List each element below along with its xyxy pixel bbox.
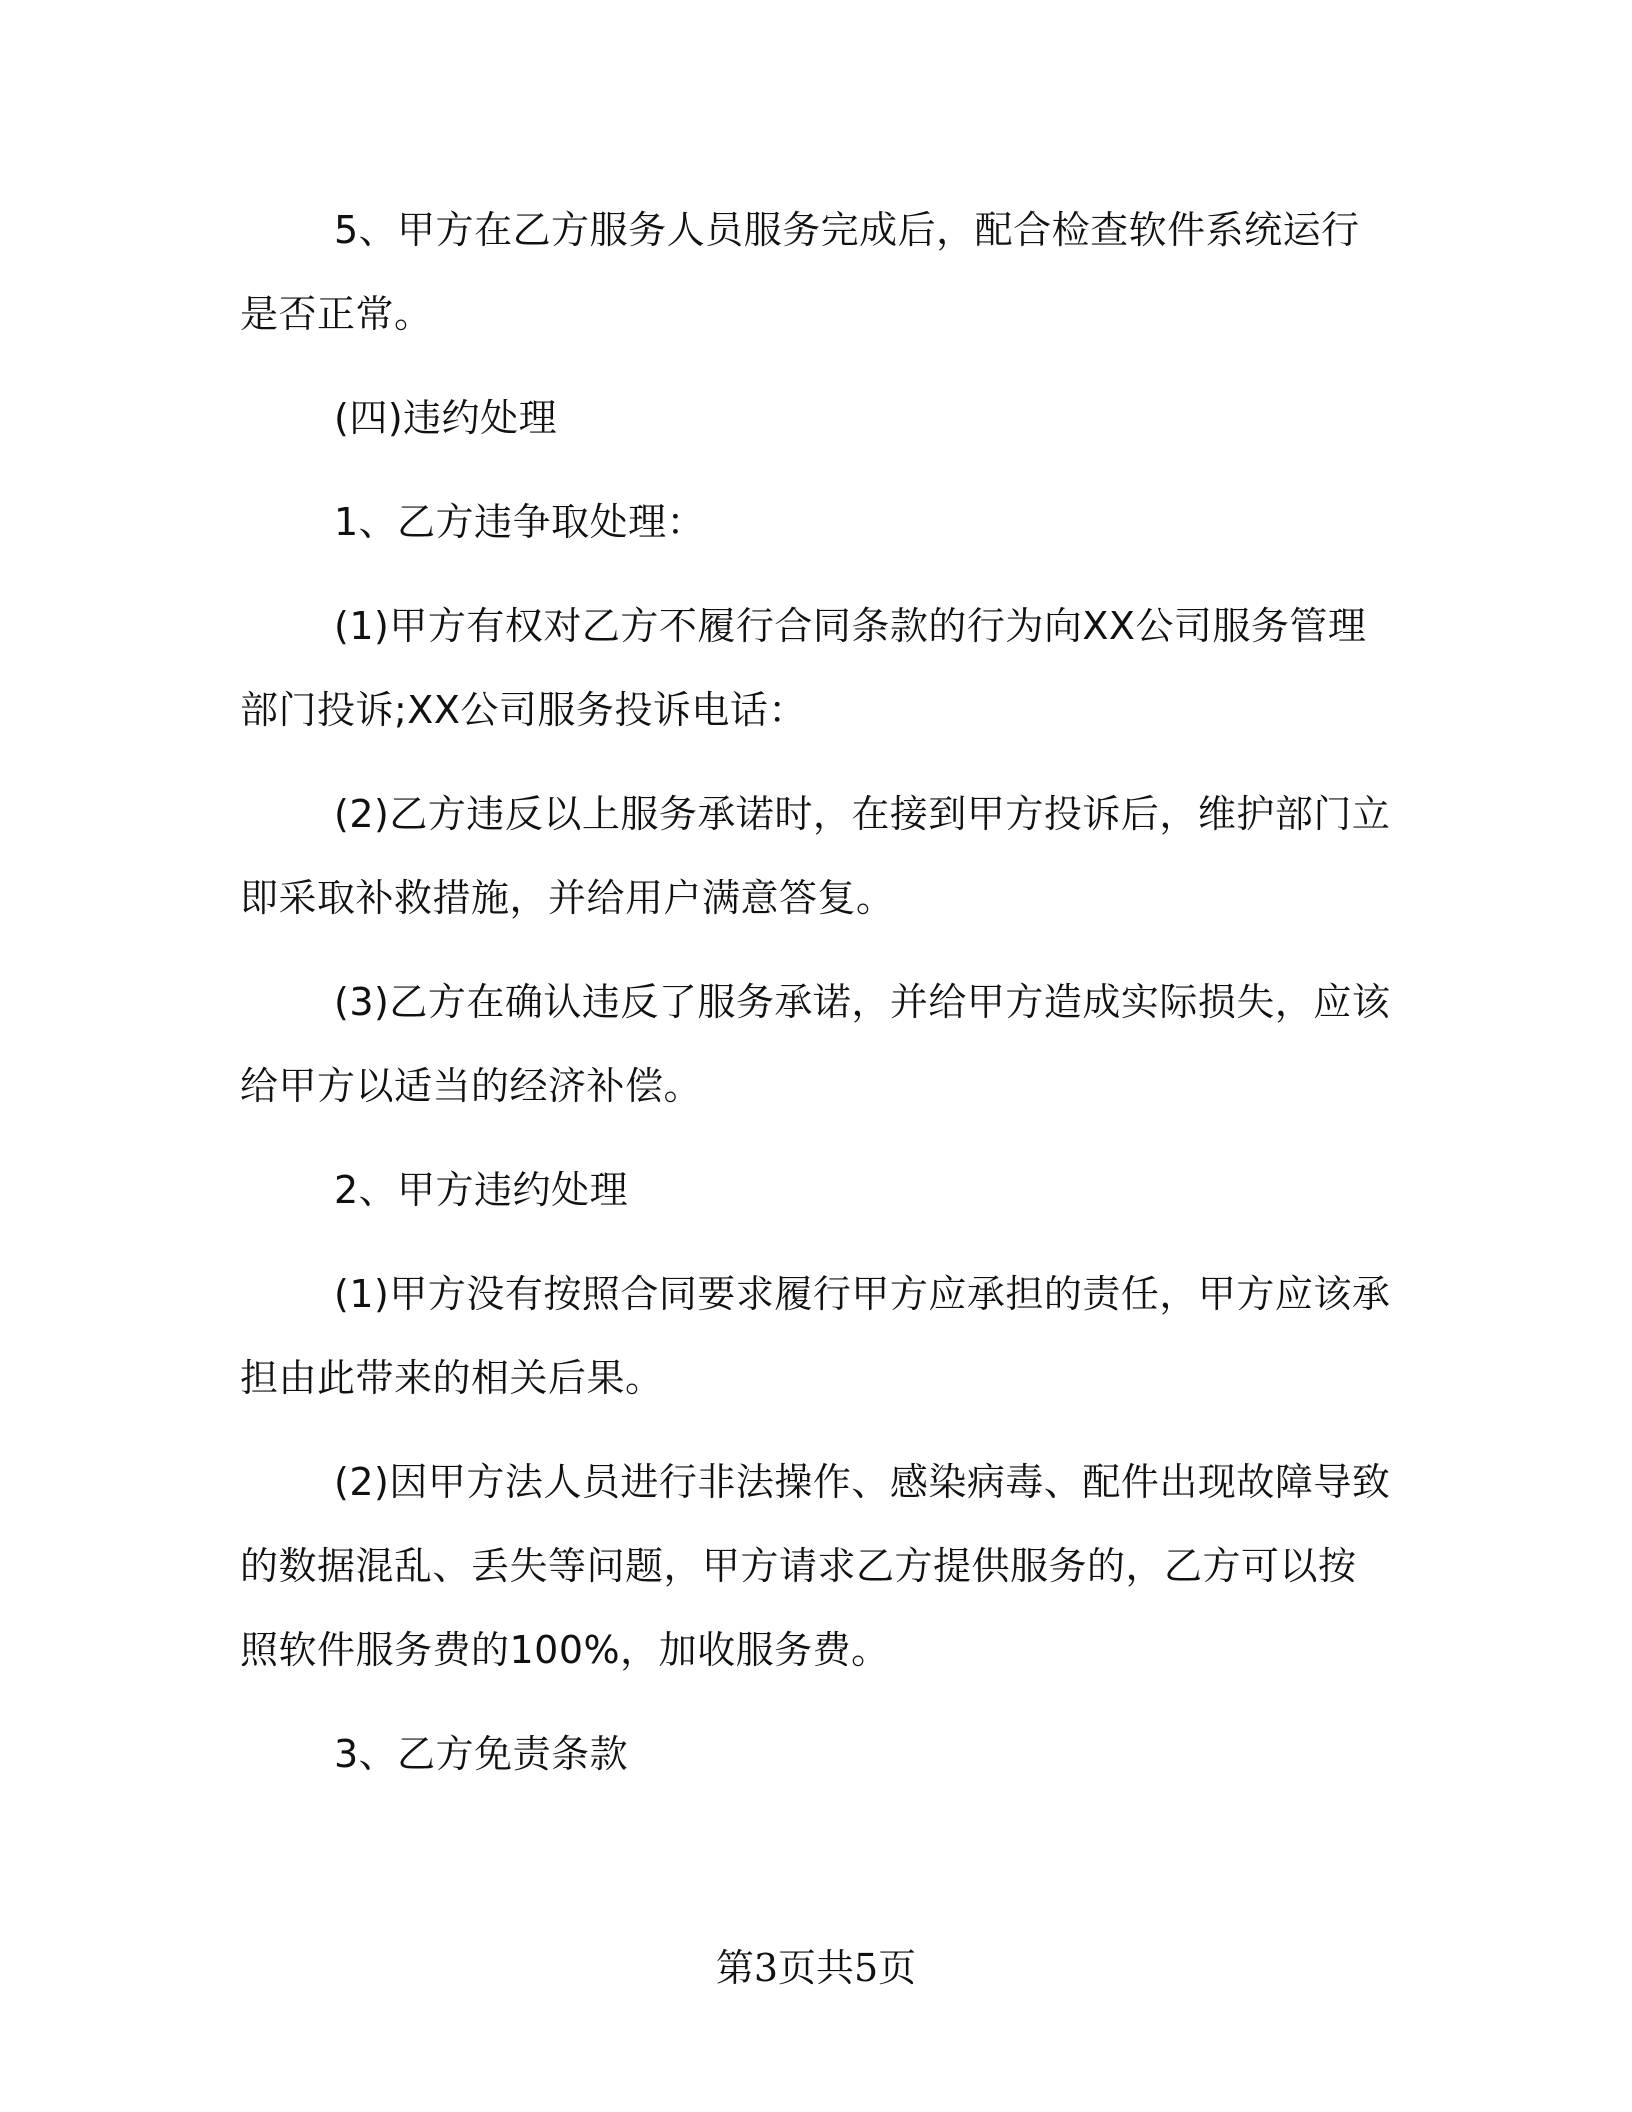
page-number-footer: 第3页共5页 bbox=[715, 1946, 917, 1990]
subsection-heading-exemption: 3、乙方免责条款 bbox=[334, 1732, 629, 1776]
section-heading-breach: (四)违约处理 bbox=[334, 396, 558, 440]
paragraph-complaint-right: (1)甲方有权对乙方不履行合同条款的行为向XX公司服务管理部门投诉;XX公司服务投诉电话： bbox=[240, 604, 1367, 732]
paragraph-item-5: 5、甲方在乙方服务人员服务完成后，配合检查软件系统运行是否正常。 bbox=[240, 208, 1360, 336]
paragraph-compensation: (3)乙方在确认违反了服务承诺，并给甲方造成实际损失，应该给甲方以适当的经济补偿。 bbox=[240, 980, 1391, 1108]
subsection-heading-party-a-breach: 2、甲方违约处理 bbox=[334, 1168, 629, 1212]
paragraph-remedy: (2)乙方违反以上服务承诺时，在接到甲方投诉后，维护部门立即采取补救措施，并给用户满意答复。 bbox=[240, 792, 1391, 920]
paragraph-party-a-responsibility: (1)甲方没有按照合同要求履行甲方应承担的责任，甲方应该承担由此带来的相关后果。 bbox=[240, 1272, 1391, 1400]
subsection-heading-party-b-breach: 1、乙方违争取处理： bbox=[334, 500, 706, 544]
paragraph-extra-fee: (2)因甲方法人员进行非法操作、感染病毒、配件出现故障导致的数据混乱、丢失等问题，甲方请求乙方提供服务的，乙方可以按照软件服务费的100%，加收服务费。 bbox=[240, 1460, 1391, 1672]
document-body bbox=[240, 188, 1392, 1796]
